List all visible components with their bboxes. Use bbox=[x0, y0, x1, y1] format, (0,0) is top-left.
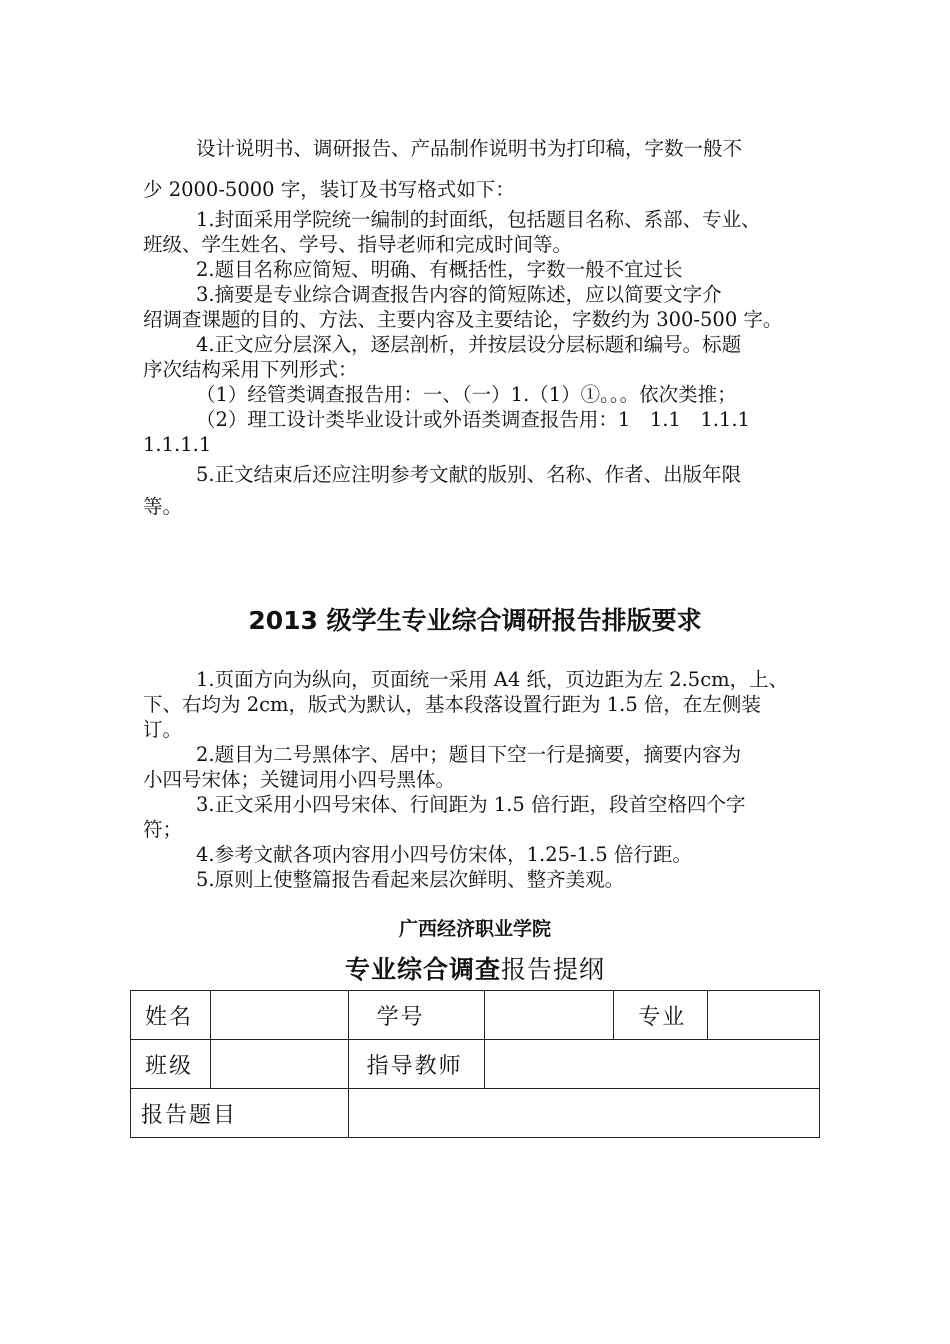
section-heading: 2013 级学生专业综合调研报告排版要求 bbox=[248, 606, 702, 635]
intro-item-4-line1: 4.正文应分层深入，逐层剖析，并按层设分层标题和编号。标题 bbox=[196, 333, 742, 356]
intro-item-4b-line2: 1.1.1.1 bbox=[143, 433, 212, 456]
advisor-field[interactable] bbox=[485, 1040, 820, 1089]
layout-item-5: 5.原则上使整篇报告看起来层次鲜明、整齐美观。 bbox=[196, 868, 625, 891]
form-title bbox=[0, 950, 950, 986]
form-row-name bbox=[131, 991, 820, 1040]
layout-item-1-line1: 1.页面方向为纵向，页面统一采用 A4 纸，页边距为左 2.5cm，上、 bbox=[196, 668, 789, 691]
layout-item-4: 4.参考文献各项内容用小四号仿宋体，1.25-1.5 倍行距。 bbox=[196, 843, 692, 866]
major-field[interactable] bbox=[708, 991, 820, 1040]
intro-paragraph-line1: 设计说明书、调研报告、产品制作说明书为打印稿，字数一般不 bbox=[196, 137, 743, 160]
form-row-topic bbox=[131, 1089, 820, 1138]
intro-item-5-line2: 等。 bbox=[143, 495, 183, 518]
topic-field[interactable] bbox=[348, 1089, 819, 1138]
intro-item-1-line1: 1.封面采用学院统一编制的封面纸，包括题目名称、系部、专业、 bbox=[196, 208, 761, 231]
layout-item-1-line3: 订。 bbox=[143, 718, 183, 741]
form-row-class bbox=[131, 1040, 820, 1089]
name-label: 姓名 bbox=[131, 991, 211, 1040]
class-field[interactable] bbox=[210, 1040, 348, 1089]
name-field[interactable] bbox=[210, 991, 348, 1040]
form-title-bold: 专业综合调查 bbox=[344, 955, 501, 984]
layout-item-3-line1: 3.正文采用小四号宋体、行间距为 1.5 倍行距，段首空格四个字 bbox=[196, 793, 746, 816]
layout-item-3-line2: 符； bbox=[143, 818, 183, 841]
report-outline-form bbox=[130, 990, 820, 1138]
intro-item-4a: （1）经管类调查报告用：一、（一）1.（1）①。。。依次类推； bbox=[196, 383, 737, 406]
layout-item-2-line1: 2.题目为二号黑体字、居中；题目下空一行是摘要，摘要内容为 bbox=[196, 743, 742, 766]
major-label: 专业 bbox=[614, 991, 708, 1040]
class-label: 班级 bbox=[131, 1040, 211, 1089]
student-id-field[interactable] bbox=[485, 991, 614, 1040]
intro-item-5-line1: 5.正文结束后还应注明参考文献的版别、名称、作者、出版年限 bbox=[196, 463, 742, 486]
topic-label: 报告题目 bbox=[131, 1089, 349, 1138]
intro-item-3-line1: 3.摘要是专业综合调查报告内容的简短陈述，应以简要文字介 bbox=[196, 283, 722, 306]
intro-item-4b-line1: （2）理工设计类毕业设计或外语类调查报告用：1 1.1 1.1.1 bbox=[196, 408, 750, 431]
intro-item-4-line2: 序次结构采用下列形式： bbox=[143, 358, 358, 381]
form-title-rest: 报告提纲 bbox=[501, 955, 606, 984]
layout-item-2-line2: 小四号宋体；关键词用小四号黑体。 bbox=[143, 768, 456, 791]
advisor-label: 指导教师 bbox=[348, 1040, 485, 1089]
intro-item-3-line2: 绍调查课题的目的、方法、主要内容及主要结论，字数约为 300-500 字。 bbox=[143, 308, 783, 331]
intro-paragraph-line2: 少 2000-5000 字，装订及书写格式如下： bbox=[143, 178, 515, 201]
intro-item-1-line2: 班级、学生姓名、学号、指导老师和完成时间等。 bbox=[143, 233, 573, 256]
student-id-label: 学号 bbox=[348, 991, 485, 1040]
college-name: 广西经济职业学院 bbox=[398, 918, 551, 940]
intro-item-2: 2.题目名称应简短、明确、有概括性，字数一般不宜过长 bbox=[196, 258, 683, 281]
layout-item-1-line2: 下、右均为 2cm，版式为默认，基本段落设置行距为 1.5 倍，在左侧装 bbox=[143, 693, 761, 716]
